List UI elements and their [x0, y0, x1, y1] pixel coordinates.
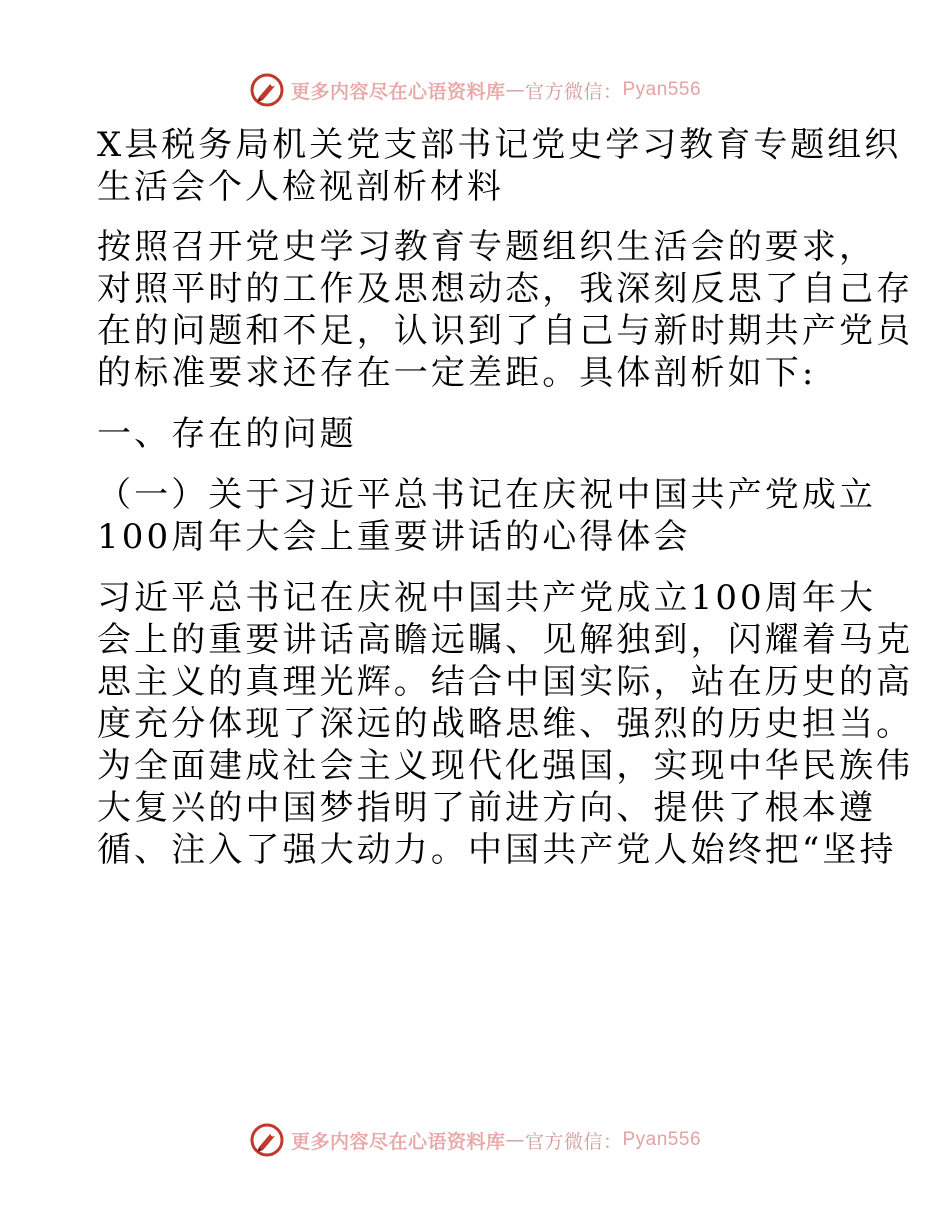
footer-watermark	[0, 1122, 950, 1158]
paragraph-line: 大复兴的中国梦指明了前进方向、提供了根本遵	[97, 788, 877, 828]
intro-paragraph	[97, 226, 914, 394]
watermark-wechat-id: Pyan556	[622, 79, 702, 100]
paragraph-line: 会上的重要讲话高瞻远瞩、见解独到，闪耀着马克	[97, 620, 914, 660]
watermark-site-text: 更多内容尽在心语资料库	[290, 80, 506, 103]
section-heading	[97, 413, 857, 455]
watermark-official-label: 官方微信：	[524, 80, 623, 103]
paragraph-line: 按照召开党史学习教育专题组织生活会的要求，	[97, 227, 877, 267]
paragraph-line: 循、注入了强大动力。中国共产党人始终把“坚持	[97, 830, 897, 870]
paragraph-line: 对照平时的工作及思想动态，我深刻反思了自己存	[97, 269, 914, 309]
paragraph-line: 在的问题和不足，认识到了自己与新时期共产党员	[97, 311, 914, 351]
pen-logo-icon	[249, 72, 285, 108]
paragraph-line: 为全面建成社会主义现代化强国，实现中华民族伟	[97, 746, 914, 786]
paragraph-line: 思主义的真理光辉。结合中国实际，站在历史的高	[97, 662, 914, 702]
subsection-line: （一）关于习近平总书记在庆祝中国共产党成立	[97, 475, 877, 515]
pen-logo-icon	[249, 1122, 285, 1158]
section-heading-text: 一、存在的问题	[97, 414, 357, 454]
title-line: 生活会个人检视剖析材料	[97, 167, 504, 207]
subsection-heading	[97, 474, 877, 558]
document-title	[97, 124, 902, 208]
header-watermark	[0, 72, 950, 108]
watermark-separator: —	[505, 79, 525, 101]
title-line: X县税务局机关党支部书记党史学习教育专题组织	[97, 125, 902, 165]
watermark-official-label: 官方微信：	[524, 1130, 623, 1153]
watermark-separator: —	[505, 1129, 525, 1151]
subsection-line: 100周年大会上重要讲话的心得体会	[97, 517, 691, 557]
body-paragraph	[97, 577, 914, 871]
paragraph-line: 度充分体现了深远的战略思维、强烈的历史担当。	[97, 704, 914, 744]
watermark-wechat-id: Pyan556	[622, 1129, 702, 1150]
paragraph-line: 的标准要求还存在一定差距。具体剖析如下:	[97, 353, 817, 393]
paragraph-line: 习近平总书记在庆祝中国共产党成立100周年大	[97, 578, 877, 618]
document-body	[97, 124, 914, 871]
watermark-site-text: 更多内容尽在心语资料库	[290, 1130, 506, 1153]
